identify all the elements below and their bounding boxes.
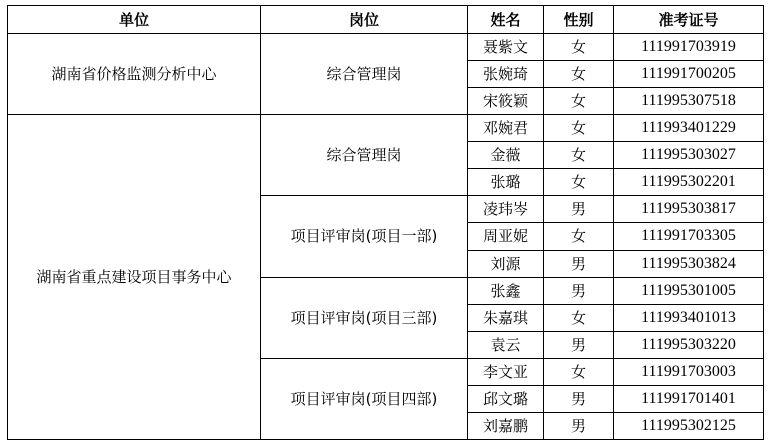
sex-cell: 男 [544,250,614,277]
exam-id-cell: 111991701401 [614,385,764,412]
name-cell: 邱文璐 [468,385,544,412]
exam-id-cell: 111995302125 [614,412,764,439]
sex-cell: 女 [544,142,614,169]
unit-cell: 湖南省重点建设项目事务中心 [8,115,261,440]
sex-cell: 女 [544,169,614,196]
exam-id-cell: 111995303027 [614,142,764,169]
sex-cell: 女 [544,61,614,88]
name-cell: 凌玮岑 [468,196,544,223]
post-cell: 项目评审岗(项目四部) [261,358,468,439]
sex-cell: 女 [544,223,614,250]
header-unit: 单位 [8,6,261,34]
header-name: 姓名 [468,6,544,34]
post-cell: 项目评审岗(项目一部) [261,196,468,277]
sex-cell: 女 [544,358,614,385]
name-cell: 聂紫文 [468,34,544,61]
header-post: 岗位 [261,6,468,34]
exam-id-cell: 111995307518 [614,88,764,115]
exam-id-cell: 111991703919 [614,34,764,61]
header-row [8,6,764,34]
exam-id-cell: 111995302201 [614,169,764,196]
name-cell: 金薇 [468,142,544,169]
sex-cell: 女 [544,88,614,115]
candidate-table [7,5,764,440]
exam-id-cell: 111991700205 [614,61,764,88]
name-cell: 宋筱颖 [468,88,544,115]
exam-id-cell: 111995303817 [614,196,764,223]
name-cell: 朱嘉琪 [468,304,544,331]
table-body [8,34,764,440]
unit-cell: 湖南省价格监测分析中心 [8,34,261,115]
header-exam-id: 准考证号 [614,6,764,34]
sex-cell: 女 [544,115,614,142]
name-cell: 邓婉君 [468,115,544,142]
exam-id-cell: 111995303220 [614,331,764,358]
post-cell: 项目评审岗(项目三部) [261,277,468,358]
post-cell: 综合管理岗 [261,115,468,196]
name-cell: 刘源 [468,250,544,277]
exam-id-cell: 111995303824 [614,250,764,277]
sex-cell: 男 [544,196,614,223]
name-cell: 周亚妮 [468,223,544,250]
sex-cell: 女 [544,34,614,61]
table-row [8,34,764,61]
header-sex: 性别 [544,6,614,34]
exam-id-cell: 111993401013 [614,304,764,331]
sex-cell: 男 [544,331,614,358]
exam-id-cell: 111991703305 [614,223,764,250]
name-cell: 张璐 [468,169,544,196]
exam-id-cell: 111993401229 [614,115,764,142]
name-cell: 张鑫 [468,277,544,304]
sex-cell: 男 [544,385,614,412]
name-cell: 李文亚 [468,358,544,385]
table-row [8,115,764,142]
sex-cell: 女 [544,304,614,331]
exam-id-cell: 111995301005 [614,277,764,304]
sex-cell: 男 [544,412,614,439]
name-cell: 张婉琦 [468,61,544,88]
post-cell: 综合管理岗 [261,34,468,115]
name-cell: 刘嘉鹏 [468,412,544,439]
sex-cell: 男 [544,277,614,304]
name-cell: 袁云 [468,331,544,358]
exam-id-cell: 111991703003 [614,358,764,385]
